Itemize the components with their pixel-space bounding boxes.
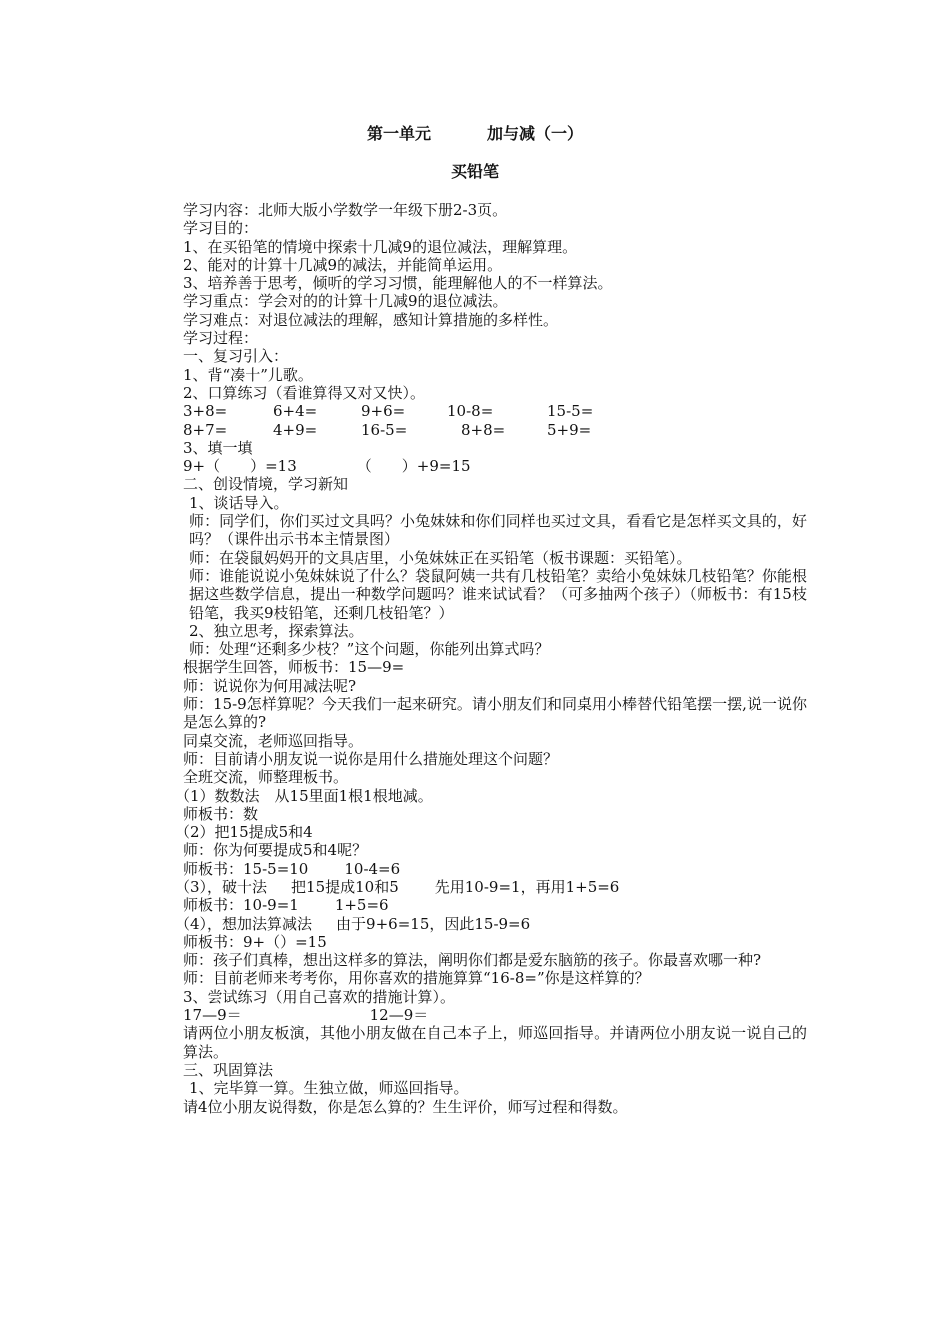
paragraph-practice: 请两位小朋友板演，其他小朋友做在自己本子上，师巡回指导。并请两位小朋友说一说自己的算法。 — [183, 1024, 807, 1061]
step-report: 请4位小朋友说得数，你是怎么算的？生生评价，师写过程和得数。 — [183, 1097, 628, 1116]
math-item: 4+9= — [273, 420, 318, 439]
mental-math-row-1 — [145, 402, 807, 420]
fill-blank-items — [145, 457, 807, 475]
board-item: 10-4=6 — [344, 859, 401, 878]
board-equation: 根据学生回答，师板书：15—9= — [183, 658, 405, 677]
teacher-method: 师：目前请小朋友说一说你是用什么措施处理这个问题？ — [183, 749, 559, 768]
pair-exchange: 同桌交流，老师巡回指导。 — [183, 731, 364, 750]
step-intro: 1、谈话导入。 — [189, 493, 289, 512]
unit-title: 加与减（一） — [487, 124, 584, 143]
step-mental-math: 2、口算练习（看谁算得又对又快）。 — [183, 383, 426, 402]
teacher-test: 师：目前老师来考考你，用你喜欢的措施算算“16-8=”你是这样算的？ — [183, 969, 650, 988]
practice-items — [145, 1006, 807, 1024]
math-item: 16-5= — [361, 420, 408, 439]
board-count: 师板书：数 — [183, 804, 259, 823]
step-rhyme: 1、背“凑十”儿歌。 — [183, 365, 313, 384]
method-1: （1）数数法 从15里面1根1根地减。 — [175, 786, 433, 805]
paragraph-teacher-2: 师：在袋鼠妈妈开的文具店里，小兔妹妹正在买铅笔（板书课题：买铅笔）。 — [189, 548, 692, 567]
math-item: 6+4= — [273, 402, 318, 421]
step-complete: 1、完毕算一算。生独立做，师巡回指导。 — [189, 1079, 469, 1098]
board-item: 1+5=6 — [334, 896, 389, 915]
step-fill-blank: 3、填一填 — [183, 438, 253, 457]
teacher-question: 师：处理“还剩多少枝？”这个问题，你能列出算式吗？ — [189, 640, 550, 659]
paragraph-teacher-5: 师：孩子们真棒，想出这样多的算法，阐明你们都是爱东脑筋的孩子。你最喜欢哪一种? — [183, 951, 762, 970]
math-item: 8+8= — [461, 420, 506, 439]
math-item: 8+7= — [183, 420, 228, 439]
unit-heading — [0, 124, 950, 144]
difficulty: 学习难点：对退位减法的理解，感知计算措施的多样性。 — [183, 310, 559, 329]
fill-blank-1: 9+（ ）=13 — [183, 457, 297, 476]
board-addition: 师板书：9+（）=15 — [183, 932, 327, 951]
practice-1: 17—9＝ — [183, 1006, 242, 1025]
math-item: 10-8= — [447, 402, 494, 421]
method-4-calc: 由于9+6=15，因此15-9=6 — [336, 914, 531, 933]
method-3-label: （3），破十法 — [175, 877, 268, 896]
math-item: 3+8= — [183, 402, 228, 421]
step-practice: 3、尝试练习（用自己喜欢的措施计算）。 — [183, 987, 456, 1006]
lesson-title: 买铅笔 — [450, 162, 499, 181]
board-split — [145, 860, 807, 878]
section-1-heading: 一、复习引入： — [183, 347, 289, 366]
process-heading: 学习过程： — [183, 329, 259, 348]
method-3-step: 把15提成10和5 — [291, 877, 399, 896]
teacher-why-split: 师：你为何要提成5和4呢？ — [183, 841, 368, 860]
method-4-label: （4），想加法算减法 — [175, 914, 313, 933]
section-3-heading: 三、巩固算法 — [183, 1060, 274, 1079]
paragraph-teacher-4: 师：15-9怎样算呢？今天我们一起来研究。请小朋友们和同桌用小棒替代铅笔摆一摆,说一说你是怎么算的? — [183, 695, 807, 732]
method-3-calc: 先用10-9=1，再用1+5=6 — [434, 877, 620, 896]
board-break-ten — [145, 896, 807, 914]
board-item: 师板书：15-5=10 — [183, 859, 309, 878]
math-item: 5+9= — [547, 420, 592, 439]
unit-label: 第一单元 — [366, 124, 431, 143]
step-explore: 2、独立思考，探索算法。 — [189, 621, 364, 640]
practice-2: 12—9＝ — [369, 1006, 429, 1025]
section-2-heading: 二、创设情境，学习新知 — [183, 475, 349, 494]
paragraph-teacher-1: 师：同学们，你们买过文具吗？小兔妹妹和你们同样也买过文具，看看它是怎样买文具的，好吗？（课件出示书本主情景图） — [189, 512, 807, 549]
class-exchange: 全班交流，师整理板书。 — [183, 768, 349, 787]
goal-2: 2、能对的计算十几减9的减法，并能简单运用。 — [183, 255, 503, 274]
math-item: 15-5= — [547, 402, 594, 421]
lesson-plan-body — [145, 201, 807, 1116]
study-goals-heading: 学习目的： — [183, 219, 259, 238]
goal-1: 1、在买铅笔的情境中探索十几减9的退位减法，理解算理。 — [183, 237, 578, 256]
method-4 — [145, 915, 807, 933]
board-item: 师板书：10-9=1 — [183, 896, 299, 915]
study-content: 学习内容：北师大版小学数学一年级下册2-3页。 — [183, 201, 508, 219]
method-2: （2）把15提成5和4 — [175, 823, 313, 842]
fill-blank-2: （ ）+9=15 — [356, 457, 471, 476]
math-item: 9+6= — [361, 402, 406, 421]
key-point: 学习重点：学会对的的计算十几减9的退位减法。 — [183, 292, 508, 311]
method-3 — [145, 878, 807, 896]
paragraph-teacher-3: 师：谁能说说小兔妹妹说了什么？袋鼠阿姨一共有几枝铅笔？卖给小兔妹妹几枝铅笔？你能根据这些数学信息，提出一种数学问题吗？谁来试试看？（可多抽两个孩子）（师板书：有15枝铅笔，我买9枝铅笔，还剩几枝铅笔？） — [189, 566, 807, 622]
mental-math-row-2 — [145, 421, 807, 439]
goal-3: 3、培养善于思考，倾听的学习习惯，能理解他人的不一样算法。 — [183, 274, 613, 293]
teacher-why: 师：说说你为何用减法呢? — [183, 676, 357, 695]
